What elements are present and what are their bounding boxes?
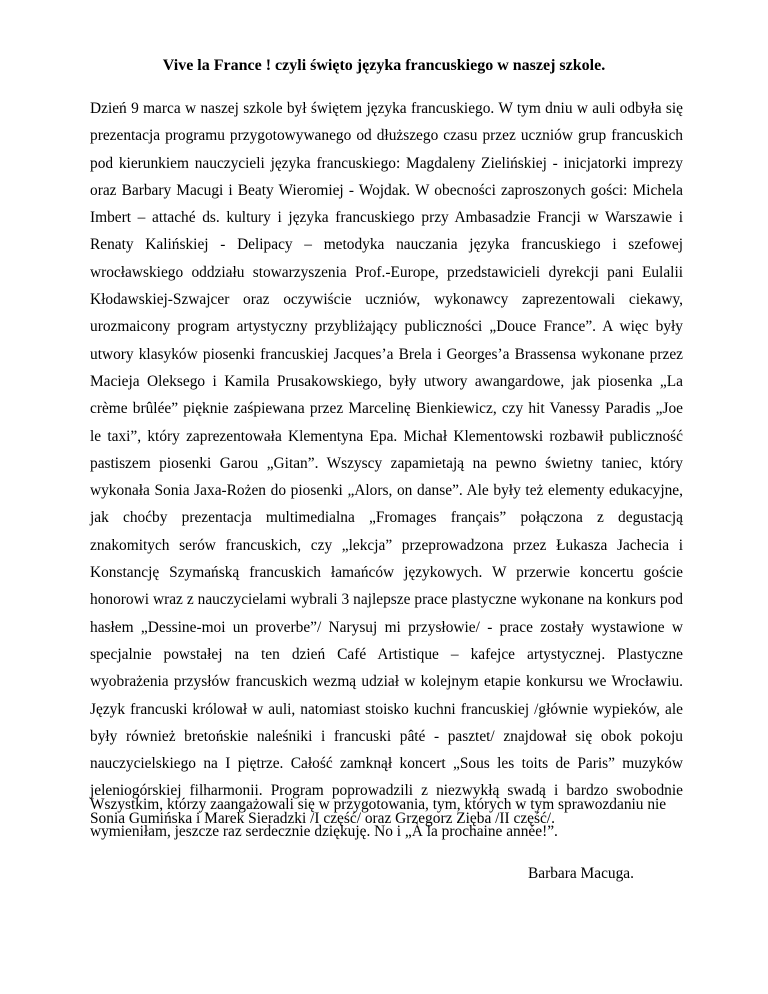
article-body: Dzień 9 marca w naszej szkole był świętem języka francuskiego. W tym dniu w auli odbyła się prezentacja programu przygotowywanego od dłuższego czasu przez uczniów grup francuskich pod kierunkiem nauczycieli języka francuskiego: Magdaleny Zielińskiej - inicjatorki imprezy oraz Barbary Macugi i Beaty Wieromiej - Wojdak. W obecności zaproszonych gości: Michela Imbert – attaché ds. kultury i języka francuskiego przy Ambasadzie Francji w Warszawie i Renaty Kalińskiej - Delipacy – metodyka nauczania języka francuskiego i szefowej wrocławskiego oddziału stowarzyszenia Prof.-Europe, przedstawicieli dyrekcji pani Eulalii Kłodawskiej-Szwajcer oraz oczywiście uczniów, wykonawcy zaprezentowali ciekawy, urozmaicony program artystyczny przybliżający publiczności „Douce France”. A więc były utwory klasyków piosenki francuskiej Jacques’a Brela i Georges’a Brassensa wykonane przez Macieja Oleksego i Kamila Prusakowskiego, były utwory awangardowe, jak piosenka „La crème brûlée” pięknie zaśpiewana przez Marcelinę Bienkiewicz, czy hit Vanessy Paradis „Joe le taxi”, który zaprezentowała Klementyna Epa. Michał Klementowski rozbawił publiczność pastiszem piosenki Garou „Gitan”. Wszyscy zapamietają na pewno świetny taniec, który wykonała Sonia Jaxa-Rożen do piosenki „Alors, on danse”. Ale były też elementy edukacyjne, jak choćby prezentacja multimedialna „Fromages français” połączona z degustacją znakomitych serów francuskich, czy „lekcja” przeprowadzona przez Łukasza Jachecia i Konstancję Szymańską francuskich łamańców językowych. W przerwie koncertu goście honorowi wraz z nauczycielami wybrali 3 najlepsze prace plastyczne wykonane na konkurs pod hasłem „Dessine-moi un proverbe”/ Narysuj mi przysłowie/ - prace zostały wystawione w specjalnie powstałej na ten dzień Café Artistique – kafejce artystycznej. Plastyczne wyobrażenia przysłów francuskich wezmą udział w kolejnym etapie konkursu we Wrocławiu. Język francuski królował w auli, natomiast stoisko kuchni francuskiej /głównie wypieków, ale były również bretońskie naleśniki i francuski pâté - pasztet/ znajdował się obok pokoju nauczycielskiego na I piętrze. Całość zamknął koncert „Sous les toits de Paris” muzyków jeleniogórskiej filharmonii. Program poprowadzili z niezwykłą swadą i bardzo swobodnie Sonia Gumińska i Marek Sieradzki /I część/ oraz Grzegorz Zięba /II część/. — [90, 100, 683, 827]
document-title: Vive la France ! czyli święto języka francuskiego w naszej szkole. — [162, 57, 606, 74]
closing-paragraph: Wszystkim, którzy zaangażowali się w przygotowania, tym, których w tym sprawozdaniu nie wymieniłam, jeszcze raz serdecznie dziękuję. No i „À la prochaine année!”. — [90, 796, 667, 841]
author-signature: Barbara Macuga. — [528, 865, 634, 882]
